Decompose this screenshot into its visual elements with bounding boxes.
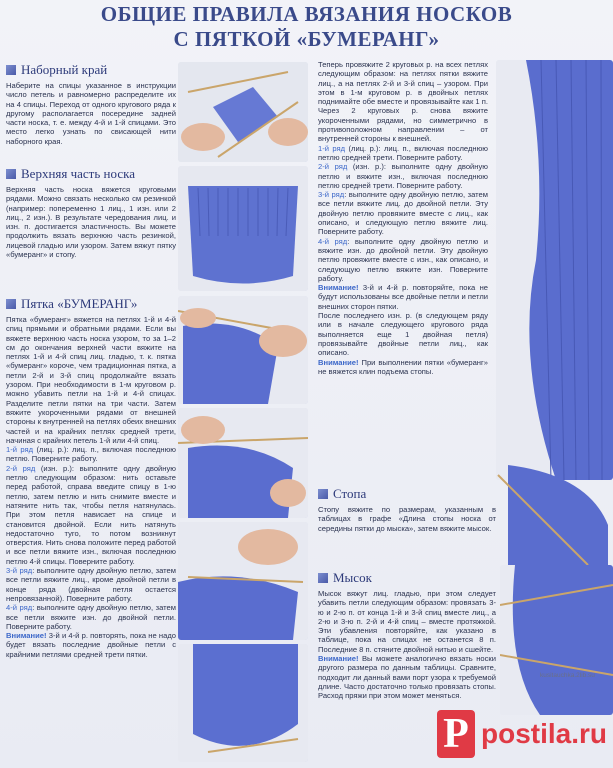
heel-step1-illustration <box>178 296 308 404</box>
sock-top-illustration <box>178 166 308 291</box>
page-title <box>0 2 613 52</box>
row-3-text: : выполните одну двойную петлю, затем все петли вяжите лиц., кроме двойной петли в конце ряда (двойная петля остается непровязанной). Поверните работу. <box>6 566 176 603</box>
heel-continued-section <box>318 60 488 376</box>
heel-cont-note2 <box>318 358 488 377</box>
toe-title: Мысок <box>333 570 372 585</box>
sock-toe-illustration <box>500 565 613 715</box>
cont-note-text: 3-й и 4-й р. повторяйте, пока не будут использованы все двойные петли и петли внешних сторон пятки. <box>318 283 488 311</box>
heel-heading <box>6 296 176 312</box>
row-2-text: (изн. р.): выполните одну двойную петлю следующим образом: нить оставьте перед работой, справа введите спицу в 1-ю петлю, затем петлю и нить снимите вместе и натяните нить так, чтобы петля натянулась. При этом петля нависает на спице и становится двойной. Если нить натянуть недостаточно туго, то потом возникнут отверстия. Нить снова положите перед работой и все петли вяжите изн., включая последнюю петлю 4-й спицы. Поверните работу. <box>6 463 176 566</box>
heel-cont-text2: После последнего изн. р. (в следующем ряду или в начале следующего кругового ряда выполняется еще 1 двойная петля) провязывайте двойные петли лиц., как описано. <box>318 311 488 358</box>
photo-cast-on <box>178 62 308 162</box>
top-heading <box>6 166 176 182</box>
heel-note <box>6 631 176 659</box>
cont-row-4-label: 4-й ряд <box>318 236 348 246</box>
cont-row-2-text: (изн. р.): выполните одну двойную петлю и вяжите изн., включая последнюю петлю средней трети. Поверните работу. <box>318 162 488 190</box>
cont-row-2-label: 2-й ряд <box>318 162 348 172</box>
postila-logo[interactable] <box>437 706 607 762</box>
row-3-label: 3-й ряд <box>6 566 33 576</box>
square-bullet-icon <box>6 169 16 179</box>
top-text: Верхняя часть носка вяжется круговыми рядами. Можно связать несколько см резинкой (например: попеременно 1 лиц., 1 изн. или 2 лиц., 2 изн.). В результате чередования лиц. и изн. п. достигается эластичность. Вы можете продолжить вязать верхнюю часть резинкой, лицевой гладью или узором. Затем вяжут пятку «бумеранг» и стопу. <box>6 185 176 260</box>
title-line-1: ОБЩИЕ ПРАВИЛА ВЯЗАНИЯ НОСКОВ <box>100 2 513 26</box>
toe-text: Мысок вяжут лиц. гладью, при этом следует убавить петли следующим образом: провязать 3-ю и 2-ю п. от конца 1-й и 3-й спиц вместе лиц., а 2-ю и 3-ю п. 2-й и 4-й спиц – вместе протяжкой. Эти убавления повторяйте, как указано в таблице, пока на спицах не останется 8 п. Последние 8 п. стяните двойной нитью и сшейте. <box>318 589 496 654</box>
photo-heel-4 <box>178 644 308 762</box>
photo-heel-3 <box>178 522 308 640</box>
heel-row-4 <box>6 603 176 631</box>
photo-heel-1 <box>178 296 308 404</box>
title-line-2: С ПЯТКОЙ «БУМЕРАНГ» <box>173 27 440 51</box>
row-2-label: 2-й ряд <box>6 463 36 473</box>
toe-note-text: Вы можете аналогично вязать носки другого размера по данным таблицы. Сравните, подходит ли данный вами порт узора к требуемой длине. Часто достаточно только провязать стопы. Расход пряжи при этом может меняться. <box>318 654 496 701</box>
cast-on-heading <box>6 62 176 78</box>
heel-intro-text: Пятка «бумеранг» вяжется на петлях 1-й и 4-й спиц прямыми и обратными рядами. Если вы вяжете верхнюю часть носка узором, то за 1–2 см до окончания верхней части вяжите на петлях 1-й и 4-й спиц лиц. гладью, т. к. пятка «бумеранг» короче, чем традиционная пятка, а петли 2-й и 3-й спиц продолжайте вязать узором. При необходимости в 1-м круговом р. можно убавить петли на 1-й и 4-й спицах. Разделите петли пятки на три части. Затем вяжите укороченными рядами от внешней стороны к внутренней на петлях обеих внешних частей и на крайних петлях средней трети, начиная с крайних петель 1-й или 4-й спиц. <box>6 315 176 445</box>
photo-toe <box>500 565 613 715</box>
note-label: Внимание! <box>6 631 47 641</box>
square-bullet-icon <box>6 65 16 75</box>
cont-row-1-text: (лиц. р.): лиц. п., включая последнюю петлю средней трети. Поверните работу. <box>318 143 488 162</box>
foot-text: Стопу вяжите по размерам, указанным в таблицах в графе «Длина стопы носка от середины пятки до мыска», затем вяжите мысок. <box>318 505 496 533</box>
toe-section <box>318 570 496 701</box>
toe-heading <box>318 570 496 586</box>
cont-note-label: Внимание! <box>318 283 359 293</box>
row-1-text: (лиц. р.): лиц. п., включая последнюю петлю. Поверните работу. <box>6 445 176 464</box>
row-1-label: 1-й ряд <box>6 445 34 455</box>
photo-top <box>178 166 308 291</box>
top-section <box>6 166 176 259</box>
row-4-label: 4-й ряд <box>6 603 33 613</box>
heel-cont-row-1 <box>318 144 488 163</box>
left-column <box>6 62 176 146</box>
cont-row-4-text: : выполните одну двойную петлю и вяжите изн. до двойной петли. Эту двойную петлю провяжите вместе с изн., как описано, и следующую петлю вяжите изн. Поверните работу. <box>318 236 488 283</box>
cont-row-3-label: 3-й ряд <box>318 190 345 200</box>
heel-title: Пятка «БУМЕРАНГ» <box>21 296 138 311</box>
heel-cont-row-4 <box>318 237 488 283</box>
row-4-text: : выполните одну двойную петлю, затем все петли вяжите изн. до двойной петли. Поверните работу. <box>6 603 176 631</box>
heel-row-2 <box>6 464 176 566</box>
cont-note2-label: Внимание! <box>318 357 359 367</box>
square-bullet-icon <box>6 299 16 309</box>
cont-note2-text: При выполнении пятки «бумеранг» не вяжется клин подъема стопы. <box>318 357 488 376</box>
foot-title: Стопа <box>333 486 367 501</box>
note-text: 3-й и 4-й р. повторять, пока не надо будет вязать последние двойные петли с крайними петлями средней трети пятки. <box>6 631 176 659</box>
heel-step2-illustration <box>178 408 308 518</box>
watermark: kusitauchka.2lib.su <box>540 672 595 679</box>
needles-illustration <box>178 62 308 162</box>
heel-cont-row-2 <box>318 162 488 190</box>
heel-section <box>6 296 176 659</box>
heel-row-1 <box>6 445 176 464</box>
sock-foot-illustration <box>318 465 613 565</box>
toe-note <box>318 654 496 700</box>
photo-heel-2 <box>178 408 308 518</box>
top-title: Верхняя часть носка <box>21 166 135 181</box>
logo-text: postila.ru <box>480 718 607 749</box>
heel-finished-illustration <box>178 644 308 762</box>
heel-row-3 <box>6 566 176 603</box>
logo-letter: P <box>437 710 475 758</box>
heel-step3-illustration <box>178 522 308 640</box>
toe-note-label: Внимание! <box>318 654 359 664</box>
cast-on-text: Наберите на спицы указанное в инструкции число петель и равномерно распределите их на 4 спицы. Переход от одного кругового ряда к другому располагается посередине задней части носка, т. е. между 4-й и 1-й спицами. Это место легко узнать по свисающей нити наборного края. <box>6 81 176 146</box>
cont-row-1-label: 1-й ряд <box>318 143 346 153</box>
photo-foot <box>318 465 613 565</box>
cont-row-3-text: : выполните одну двойную петлю, затем все петли вяжите лиц. до двойной петли. Эту двойную петлю провяжите вместе с лиц., как описано, и следующую петлю вяжите лиц. Поверните работу. <box>318 190 488 237</box>
heel-cont-row-3 <box>318 190 488 236</box>
photo-heel-side <box>496 60 613 480</box>
heel-cont-intro: Теперь провяжите 2 круговых р. на всех петлях следующим образом: на петлях пятки вяжите лиц., а на петлях 2-й и 3-й спиц – узором. При этом в 1-м круговом р. в двойных петлях поднимайте обе вместе и провязывайте как 1 п. Через 2 круговых р. снова вяжите укороченными рядами, но симметрично в противоположном направлении – от внутренней стороны к внешней. <box>318 60 488 144</box>
square-bullet-icon <box>318 573 328 583</box>
heel-cont-note <box>318 283 488 311</box>
sock-heel-side-illustration <box>496 60 613 480</box>
cast-on-title: Наборный край <box>21 62 108 77</box>
